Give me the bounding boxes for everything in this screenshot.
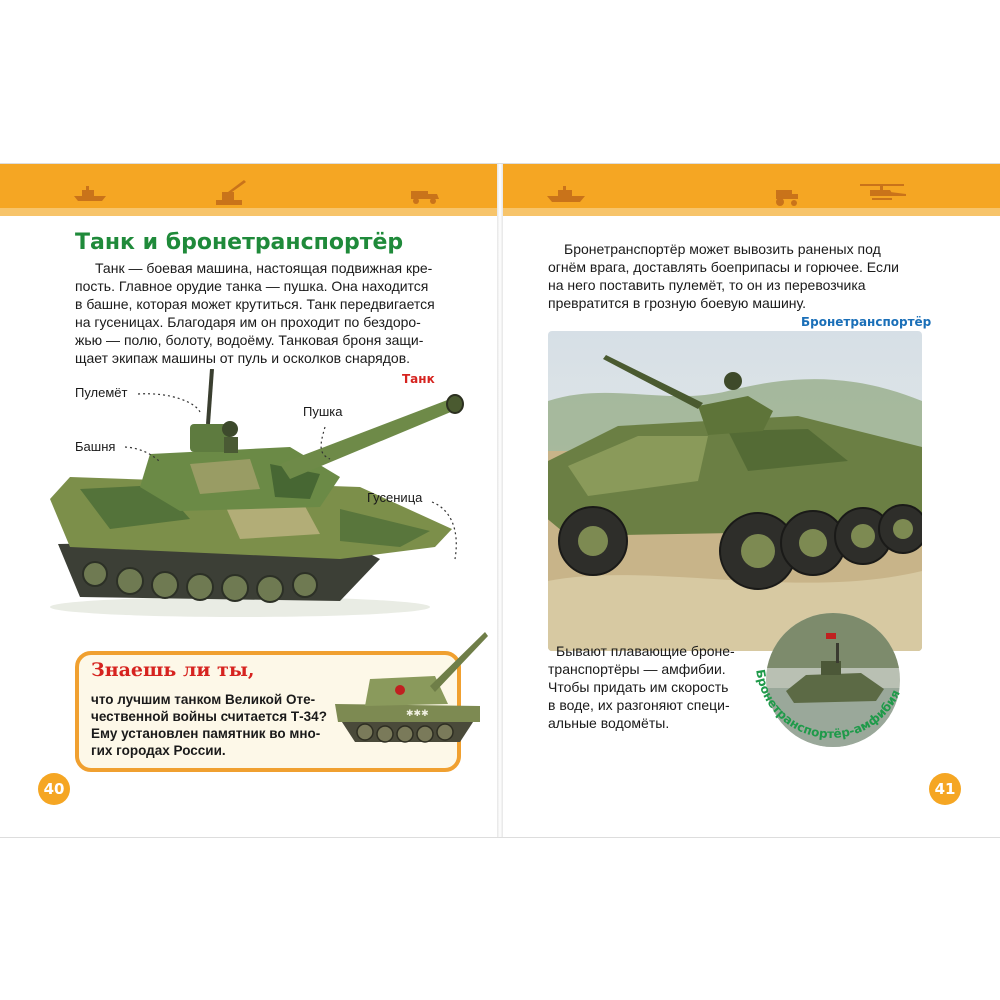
svg-text:✱✱✱: ✱✱✱ [406,709,429,719]
paragraph-line: Бывают плавающие броне- [556,643,735,659]
paragraph-line: Бронетранспортёр может вывозить раненых под [564,241,881,257]
fact-line: чественной войны считается Т-34? [91,709,327,724]
page-number-left: 40 [38,773,70,805]
did-you-know-title: Знаешь ли ты, [91,659,255,681]
paragraph-line: в воде, их разгоняют специ- [548,697,730,713]
amphibian-caption: Бронетранспортёр-амфибия [753,668,903,742]
amphibian-caption-arc [728,584,928,784]
did-you-know-text [91,691,327,759]
paragraph-line: жью — полю, болоту, водоёму. Танковая броня защи- [75,332,424,348]
apc-intro-paragraph [548,240,899,312]
page-number-right: 41 [929,773,961,805]
paragraph-line: превратится в грозную боевую машину. [548,295,806,311]
paragraph-line: огнём врага, доставлять боеприпасы и горючее. Если [548,259,899,275]
callout-track: Гусеница [367,490,423,505]
fact-line: Ему установлен памятник во мно- [91,726,321,741]
callout-machine-gun: Пулемёт [75,385,128,400]
apc-image-caption: Бронетранспортёр [801,315,932,329]
book-spread [0,163,1000,838]
tractor-silhouette-icon [772,186,800,206]
paragraph-line: транспортёры — амфибии. [548,661,726,677]
paragraph-line: Чтобы придать им скорость [548,679,729,695]
callout-cannon: Пушка [303,404,343,419]
paragraph-line: на него поставить пулемёт, то он из перевозчика [548,277,866,293]
tank-image-caption: Танк [402,372,435,386]
amphibian-paragraph [548,642,735,732]
callout-turret: Башня [75,439,116,454]
helicopter-silhouette-icon [856,182,908,204]
fact-line: что лучшим танком Великой Оте- [91,692,316,707]
ship-silhouette-icon [546,186,586,204]
paragraph-line: пость. Главное орудие танка — пушка. Она находится [75,278,429,294]
paragraph-line: щает экипаж машины от пуль и осколков снарядов. [75,350,411,366]
page-title: Танк и бронетранспортёр [75,230,404,255]
paragraph-line: Танк — боевая машина, настоящая подвижная кре- [95,260,433,276]
t34-tank-illustration [330,624,490,749]
paragraph-line: на гусеницах. Благодаря им он проходит по бездоро- [75,314,421,330]
paragraph-line: в башне, которая может крутиться. Танк передвигается [75,296,435,312]
header-band-edge-right [503,208,1000,216]
fact-line: гих городах России. [91,743,226,758]
book-spine [497,164,503,837]
paragraph-line: альные водомёты. [548,715,670,731]
